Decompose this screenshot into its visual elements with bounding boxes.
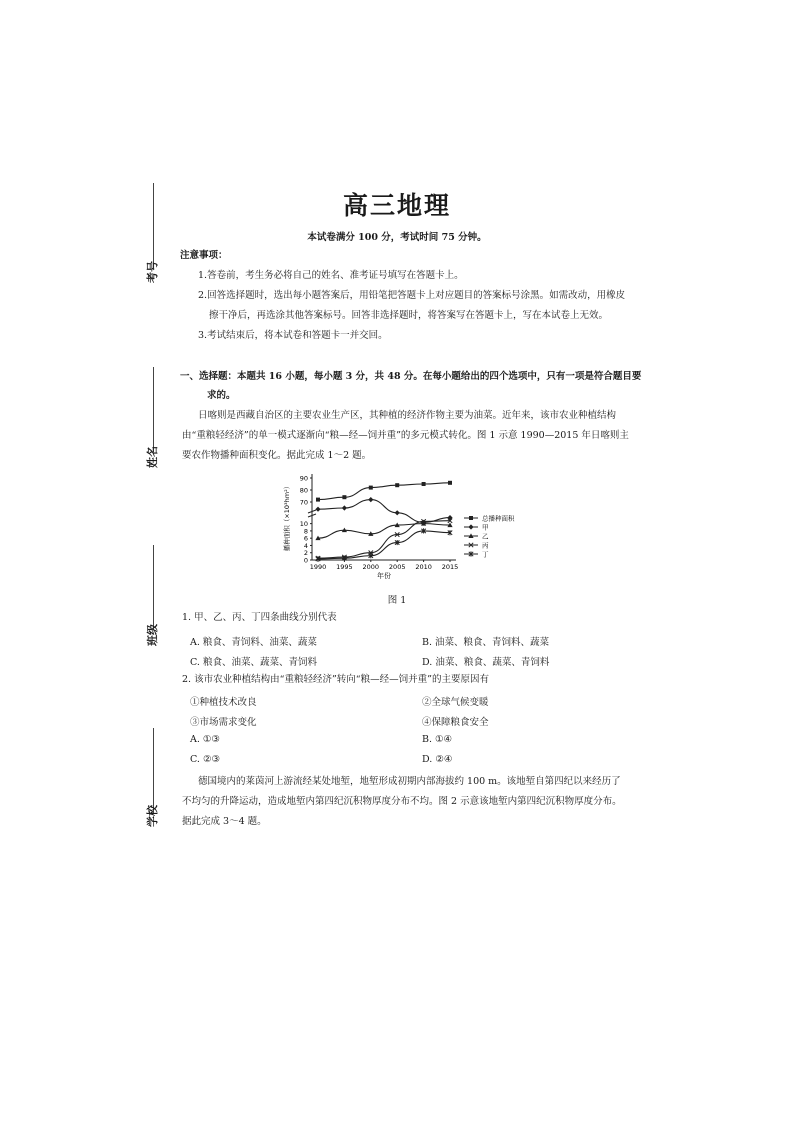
- x-tick-label: 2000: [362, 563, 380, 571]
- y-tick-label: 2: [303, 549, 308, 558]
- school-label: 学校: [146, 805, 159, 827]
- q1-stem: 1. 甲、乙、丙、丁四条曲线分别代表: [182, 612, 337, 623]
- series-point: [395, 510, 400, 515]
- y-tick-label: 10: [299, 520, 308, 529]
- legend-marker: [469, 516, 473, 520]
- notice-item: 3.考试结束后，将本试卷和答题卡一并交回。: [198, 330, 388, 341]
- school-line: [153, 728, 154, 813]
- q1-option-d[interactable]: D. 油菜、粮食、蔬菜、青饲料: [422, 657, 550, 668]
- notice-item: 1.答卷前，考生务必将自己的姓名、准考证号填写在答题卡上。: [198, 270, 464, 281]
- x-tick-label: 1995: [336, 563, 353, 571]
- passage1-line: 由“重粮轻经济”的单一模式逐渐向“粮—经—饲并重”的多元模式转化。图 1 示意 1990—2015 年日喀则主: [182, 430, 629, 441]
- q1-option-c[interactable]: C. 粮食、油菜、蔬菜、青饲料: [190, 657, 317, 668]
- legend-entry: 丁: [482, 550, 489, 559]
- y-axis-label: 播种面积（×10³hm²）: [283, 482, 291, 552]
- section-heading-cont: 求的。: [207, 390, 236, 401]
- q2-option-a[interactable]: A. ①③: [190, 734, 220, 745]
- x-tick-label: 2015: [441, 563, 459, 571]
- y-tick-label: 4: [303, 541, 308, 550]
- series-point: [342, 505, 347, 510]
- notice-heading: 注意事项：: [180, 250, 228, 261]
- y-tick-label: 80: [299, 486, 308, 495]
- series-point: [315, 507, 320, 512]
- x-axis-label: 年份: [377, 572, 391, 580]
- notice-item: 擦干净后，再选涂其他答案标号。回答非选择题时，将答案写在答题卡上，写在本试卷上无效。: [209, 310, 609, 321]
- series-line: [318, 483, 450, 500]
- series-point: [342, 495, 346, 499]
- name-line: [153, 367, 154, 452]
- passage2-line: 不均匀的升降运动，造成地堑内第四纪沉积物厚度分布不均。图 2 示意该地堑内第四纪沉积物厚度分布。: [182, 796, 622, 807]
- y-tick-label: 70: [299, 498, 308, 507]
- page-title: 高三地理: [342, 191, 451, 220]
- y-tick-label: 6: [303, 534, 308, 543]
- notice-item: 2.回答选择题时，选出每小题答案后，用铅笔把答题卡上对应题目的答案标号涂黑。如需改动，用橡皮: [198, 290, 626, 301]
- x-tick-label: 1990: [309, 563, 327, 571]
- page-subtitle: 本试卷满分 100 分，考试时间 75 分钟。: [307, 232, 487, 243]
- passage1-line: 日喀则是西藏自治区的主要农业生产区，其种植的经济作物主要为油菜。近年来，该市农业种植结构: [198, 410, 617, 421]
- y-tick-label: 8: [303, 527, 308, 536]
- figure-caption: 图 1: [387, 595, 407, 606]
- passage2-line: 据此完成 3～4 题。: [182, 816, 267, 827]
- series-point: [422, 482, 426, 486]
- series-point: [316, 498, 320, 502]
- q1-option-b[interactable]: B. 油菜、粮食、青饲料、蔬菜: [422, 637, 550, 648]
- q2-statement-4: ④保障粮食安全: [422, 717, 489, 728]
- q2-option-c[interactable]: C. ②③: [190, 754, 221, 765]
- passage1-line: 要农作物播种面积变化。据此完成 1～2 题。: [182, 450, 372, 461]
- q2-statement-1: ①种植技术改良: [190, 697, 257, 708]
- figure-1-chart: [278, 470, 558, 588]
- y-tick-label: 0: [303, 556, 308, 565]
- series-point: [448, 481, 452, 485]
- passage2-line: 德国境内的莱茵河上游流经某处地堑，地堑形成初期内部海拔约 100 m。该地堑自第四纪以来经历了: [198, 776, 621, 787]
- q2-stem: 2. 该市农业种植结构由“重粮轻经济”转向“粮—经—饲并重”的主要原因有: [182, 674, 490, 685]
- q2-option-b[interactable]: B. ①④: [422, 734, 453, 745]
- name-label: 姓名: [146, 446, 159, 468]
- q2-statement-3: ③市场需求变化: [190, 717, 257, 728]
- x-tick-label: 2010: [415, 563, 432, 571]
- q1-option-a[interactable]: A. 粮食、青饲料、油菜、蔬菜: [190, 637, 317, 648]
- x-tick-label: 2005: [388, 563, 406, 571]
- q2-statement-2: ②全球气候变暖: [422, 697, 489, 708]
- series-line: [318, 500, 450, 523]
- series-point: [395, 483, 399, 487]
- series-line: [318, 521, 450, 558]
- series-point: [368, 497, 373, 502]
- legend-entry: 乙: [482, 532, 489, 541]
- legend-entry: 总播种面积: [482, 514, 515, 523]
- exam-no-label: 考号: [146, 261, 159, 283]
- legend-entry: 丙: [482, 541, 489, 550]
- series-point: [369, 486, 373, 490]
- legend-marker: [468, 524, 473, 529]
- q2-option-d[interactable]: D. ②④: [422, 754, 453, 765]
- series-line: [318, 531, 450, 559]
- section-heading: 一、选择题：本题共 16 小题，每小题 3 分，共 48 分。在每小题给出的四个选项中，只有一项是符合题目要: [180, 371, 642, 382]
- y-tick-label: 90: [299, 474, 308, 483]
- class-label: 班级: [146, 624, 159, 646]
- legend-entry: 甲: [482, 523, 489, 532]
- class-line: [153, 545, 154, 630]
